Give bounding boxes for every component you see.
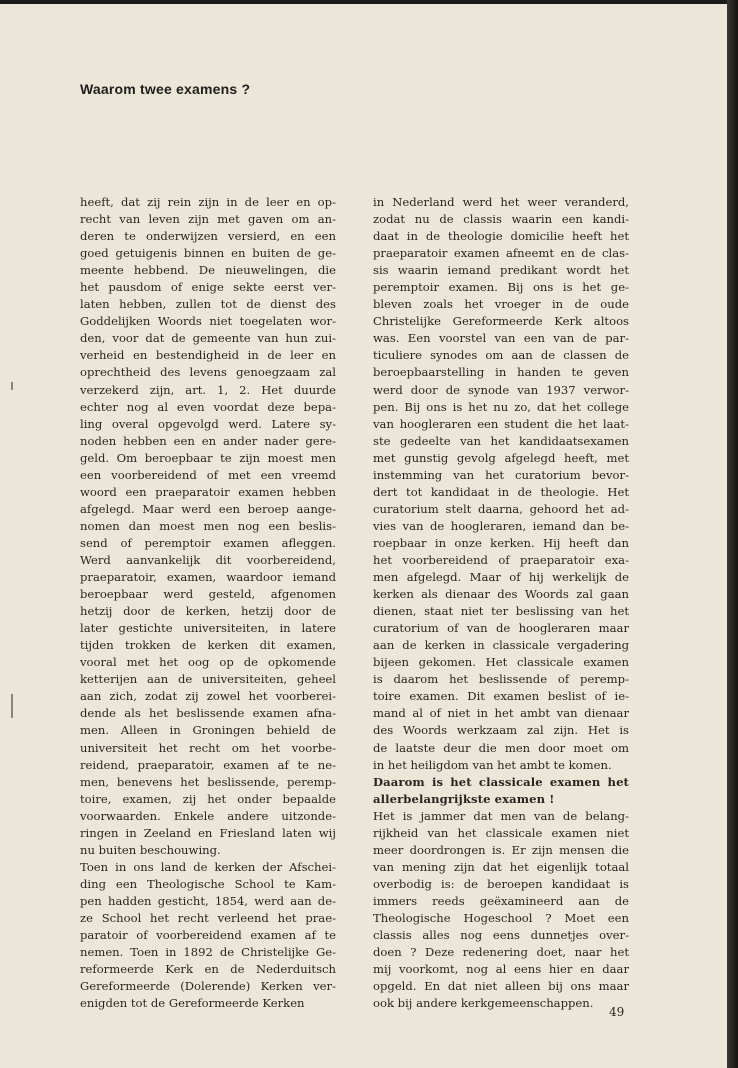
text-line: pen hadden gesticht, 1854, werd aan de- (80, 893, 336, 908)
text-line: send of peremptoir examen afleggen. (80, 535, 336, 550)
text-line: praeparatoir, examen, waardoor iemand (80, 570, 336, 585)
text-line: dert tot kandidaat in de theologie. Het (373, 484, 629, 499)
text-line: werd door de synode van 1937 verwor- (373, 382, 629, 397)
text-line: overbodig is: de beroepen kandidaat is (373, 876, 629, 891)
text-line: peremptoir examen. Bij ons is het ge- (373, 280, 629, 295)
text-line: het voorbereidend of praeparatoir exa- (373, 552, 629, 567)
text-line: verzekerd zijn, art. 1, 2. Het duurde (80, 382, 336, 397)
text-line: ook bij andere kerkgemeenschappen. (373, 996, 594, 1011)
text-line: van hoogleraren een student die het laat- (373, 416, 629, 431)
text-line: meer doordrongen is. Er zijn mensen die (373, 842, 629, 857)
text-line: men, benevens het beslissende, peremp- (80, 774, 336, 789)
text-line: vies van de hoogleraren, iemand dan be- (373, 518, 629, 533)
text-line: instemming van het curatorium bevor- (373, 467, 629, 482)
text-line: doen ? Deze redenering doet, naar het (373, 945, 629, 960)
text-line: allerbelangrijkste examen ! (373, 791, 555, 806)
text-line: sis waarin iemand predikant wordt het (373, 263, 629, 278)
text-line: ticuliere synodes om aan de classen de (373, 348, 629, 363)
text-line: in Nederland werd het weer veranderd, (373, 195, 629, 209)
book-page (0, 4, 727, 1068)
text-line: Het is jammer dat men van de belang- (373, 808, 629, 823)
text-line: reformeerde Kerk en de Nederduitsch (80, 962, 336, 977)
text-line: in het heiligdom van het ambt te komen. (373, 757, 612, 772)
text-line: dienen, staat niet ter beslissing van het (373, 604, 629, 619)
text-line: is daarom het beslissende of peremp- (373, 672, 629, 687)
text-line: ling overal opgevolgd werd. Latere sy- (80, 416, 336, 431)
text-line: Daarom is het classicale examen het (373, 774, 629, 789)
text-line: mand al of niet in het ambt van dienaar (373, 706, 629, 721)
text-line: Toen in ons land de kerken der Afschei- (80, 859, 336, 874)
text-line: den, voor dat de gemeente van hun zui- (80, 331, 336, 346)
left-column (80, 194, 336, 1012)
text-line: bijeen gekomen. Het classicale examen (373, 655, 629, 670)
text-line: later gestichte universiteiten, in latere (80, 621, 336, 636)
text-line: pen. Bij ons is het nu zo, dat het college (373, 399, 629, 414)
text-line: roepbaar in onze kerken. Hij heeft dan (373, 535, 629, 550)
text-line: daat in de theologie domicilie heeft het (373, 229, 629, 244)
text-line: men. Alleen in Groningen behield de (80, 723, 336, 738)
text-line: tijden trokken de kerken dit examen, (80, 638, 336, 653)
text-line: nu buiten beschouwing. (80, 842, 221, 857)
text-line: classis alles nog eens dunnetjes over- (373, 928, 629, 943)
text-line: ze School het recht verleend het prae- (80, 910, 336, 925)
text-line: reidend, praeparatoir, examen af te ne- (80, 757, 336, 772)
text-line: toire examen. Dit examen beslist of ie- (373, 689, 629, 704)
text-line: aan zich, zodat zij zowel het voorberei- (80, 689, 336, 704)
text-line: woord een praeparatoir examen hebben (80, 484, 336, 499)
text-line: oprechtheid des levens genoegzaam zal (80, 365, 336, 380)
text-line: Theologische Hogeschool ? Moet een (373, 910, 629, 925)
page-number: 49 (609, 1005, 625, 1019)
text-line: vooral met het oog op de opkomende (80, 655, 336, 670)
text-line: geld. Om beroepbaar te zijn moest men (80, 450, 336, 465)
text-line: nemen. Toen in 1892 de Christelijke Ge- (80, 945, 336, 960)
text-line: een voorbereidend of met een vreemd (80, 467, 336, 482)
text-line: paratoir of voorbereidend examen af te (80, 928, 336, 943)
text-line: afgelegd. Maar werd een beroep aange- (80, 501, 336, 516)
text-line: laten hebben, zullen tot de dienst des (80, 297, 336, 312)
scan-margin-mark (11, 382, 13, 390)
text-line: voorwaarden. Enkele andere uitzonde- (80, 808, 336, 823)
text-line: recht van leven zijn met gaven om an- (80, 212, 336, 227)
text-line: de laatste deur die men door moet om (373, 740, 629, 755)
text-line: rijkheid van het classicale examen niet (373, 825, 629, 840)
text-line: nomen dan moest men nog een beslis- (80, 518, 336, 533)
text-line: mij voorkomt, nog al eens hier en daar (373, 962, 629, 977)
text-line: kerken als dienaar des Woords zal gaan (373, 587, 629, 602)
text-line: universiteit het recht om het voorbe- (80, 740, 336, 755)
text-line: curatorium of van de hoogleraren maar (373, 621, 629, 636)
scan-margin-mark (11, 694, 13, 718)
text-line: beroepbaar werd gesteld, afgenomen (80, 587, 336, 602)
text-line: men afgelegd. Maar of hij werkelijk de (373, 570, 629, 585)
text-line: Gereformeerde (Dolerende) Kerken ver- (80, 979, 336, 994)
text-line: Werd aanvankelijk dit voorbereidend, (80, 552, 336, 567)
text-line: met gunstig gevolg afgelegd heeft, met (373, 450, 629, 465)
text-line: ringen in Zeeland en Friesland laten wij (80, 825, 336, 840)
text-line: meente hebbend. De nieuwelingen, die (80, 263, 336, 278)
text-line: verheid en bestendigheid in de leer en (80, 348, 336, 363)
scan-dark-edge (727, 0, 738, 1068)
text-line: Goddelijken Woords niet toegelaten wor- (80, 314, 336, 329)
text-line: ste gedeelte van het kandidaatsexamen (373, 433, 629, 448)
text-line: goed getuigenis binnen en buiten de ge- (80, 246, 336, 261)
text-line: enigden tot de Gereformeerde Kerken (80, 996, 305, 1011)
text-line: praeparatoir examen afneemt en de clas- (373, 246, 629, 261)
text-line: des Woords werkzaam zal zijn. Het is (373, 723, 629, 738)
page-heading: Waarom twee examens ? (80, 81, 251, 97)
right-column (373, 194, 629, 1012)
text-line: heeft, dat zij rein zijn in de leer en op- (80, 195, 336, 209)
text-line: toire, examen, zij het onder bepaalde (80, 791, 336, 806)
text-line: van mening zijn dat het eigenlijk totaal (373, 859, 629, 874)
text-line: Christelijke Gereformeerde Kerk altoos (373, 314, 629, 329)
text-line: beroepbaarstelling in handen te geven (373, 365, 629, 380)
text-line: curatorium stelt daarna, gehoord het ad- (373, 501, 629, 516)
text-line: echter nog al even voordat deze bepa- (80, 399, 336, 414)
text-line: opgeld. En dat niet alleen bij ons maar (373, 979, 629, 994)
text-line: dende als het beslissende examen afna- (80, 706, 336, 721)
text-line: noden hebben een en ander nader gere- (80, 433, 336, 448)
text-line: zodat nu de classis waarin een kandi- (373, 212, 629, 227)
text-line: het pausdom of enige sekte eerst ver- (80, 280, 336, 295)
text-line: ketterijen aan de universiteiten, geheel (80, 672, 336, 687)
text-line: aan de kerken in classicale vergadering (373, 638, 629, 653)
text-line: deren te onderwijzen versierd, en een (80, 229, 336, 244)
text-line: immers reeds geëxamineerd aan de (373, 893, 629, 908)
text-line: ding een Theologische School te Kam- (80, 876, 336, 891)
text-line: was. Een voorstel van een van de par- (373, 331, 629, 346)
text-line: bleven zoals het vroeger in de oude (373, 297, 629, 312)
text-line: hetzij door de kerken, hetzij door de (80, 604, 336, 619)
